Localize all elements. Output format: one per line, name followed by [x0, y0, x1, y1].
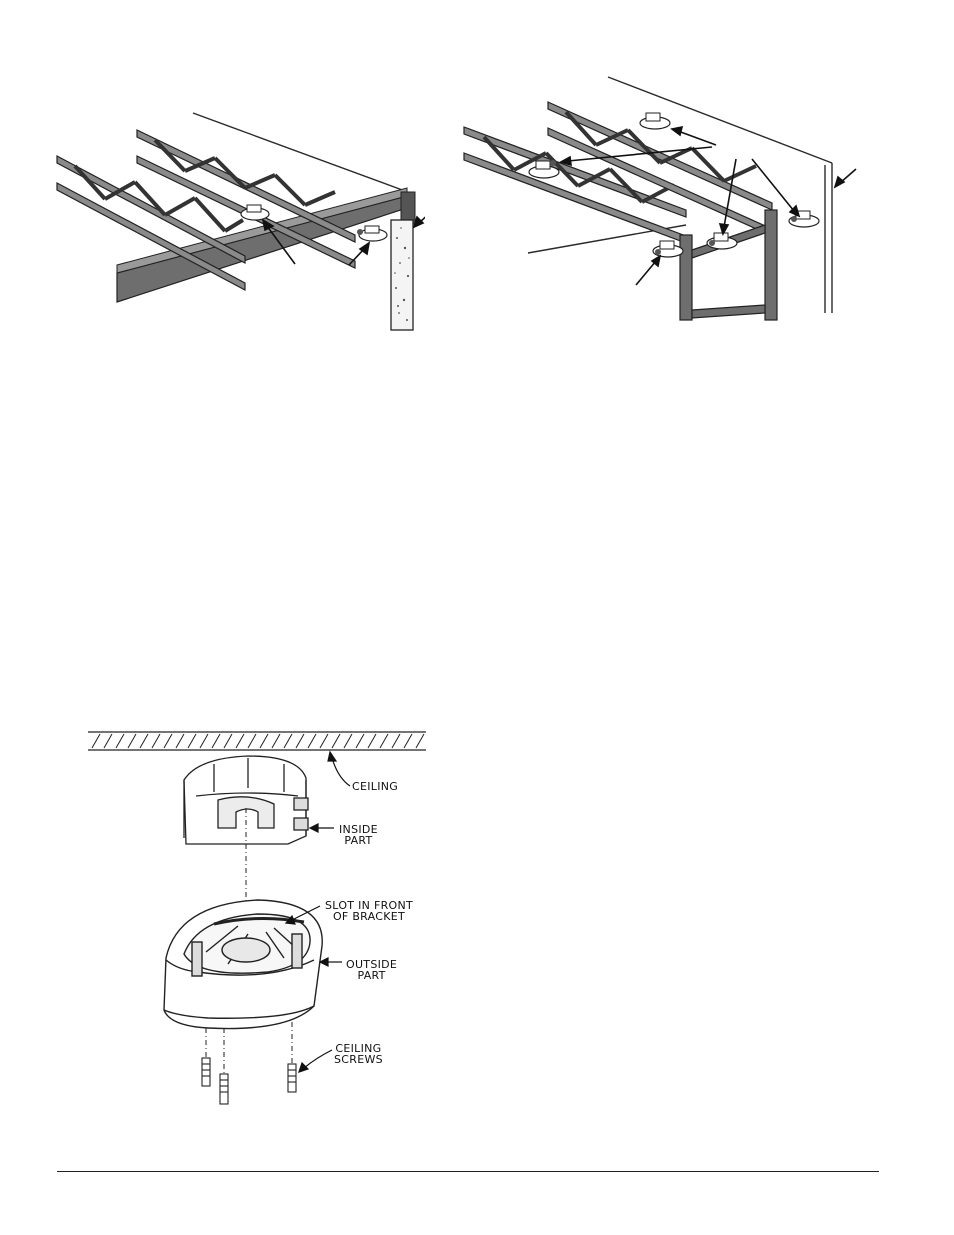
arrow-icon: [349, 243, 369, 265]
ceiling-label: [352, 781, 398, 792]
ceiling-label-text: CEILING: [352, 780, 399, 793]
ceiling-hatch: [88, 732, 426, 750]
inside-part-label-line1: INSIDE: [339, 823, 378, 836]
stud-frame: [680, 210, 777, 320]
outside-part-label-line1: OUTSIDE: [346, 958, 398, 971]
slot-label-line2: OF BRACKET: [332, 910, 406, 923]
slot-label: [325, 900, 413, 922]
concrete-column: [391, 220, 413, 330]
ceiling-screws-label-line1: CEILING: [335, 1042, 382, 1055]
ceiling-screws-label-line2: SCREWS: [334, 1053, 383, 1066]
slot-label-line1: SLOT IN FRONT: [325, 899, 414, 912]
arrow-icon: [752, 159, 799, 216]
ceiling-bracket-icon: [653, 241, 683, 257]
arrow-icon: [328, 752, 350, 786]
arrow-icon: [299, 1050, 332, 1072]
arrow-icon: [672, 127, 716, 145]
arrow-icon: [310, 824, 334, 832]
outside-part: [164, 900, 322, 1029]
ceiling-bracket-icon: [241, 205, 269, 220]
figure-joist-mount-2: [460, 75, 860, 325]
screw-icon: [202, 1058, 210, 1086]
arrow-icon: [720, 159, 736, 234]
arrow-icon: [414, 210, 425, 227]
ceiling-bracket-icon: [707, 233, 737, 249]
ceiling-bracket-icon: [529, 160, 559, 178]
ceiling-bracket-icon: [357, 226, 387, 241]
ceiling-screws-label: [334, 1043, 383, 1065]
arrow-icon: [320, 958, 342, 966]
outside-part-label: [346, 959, 397, 981]
inside-part-label-line2: PART: [344, 834, 373, 847]
ceiling-bracket-icon: [640, 113, 670, 129]
inside-part: [184, 756, 308, 844]
outside-part-label-line2: PART: [357, 969, 386, 982]
footer-rule: [57, 1171, 879, 1172]
screw-icon: [220, 1074, 228, 1104]
screw-icon: [288, 1064, 296, 1092]
inside-part-label: [339, 824, 378, 846]
arrow-icon: [835, 169, 856, 187]
arrow-icon: [636, 256, 660, 285]
figure-joist-mount-1: [55, 108, 425, 333]
